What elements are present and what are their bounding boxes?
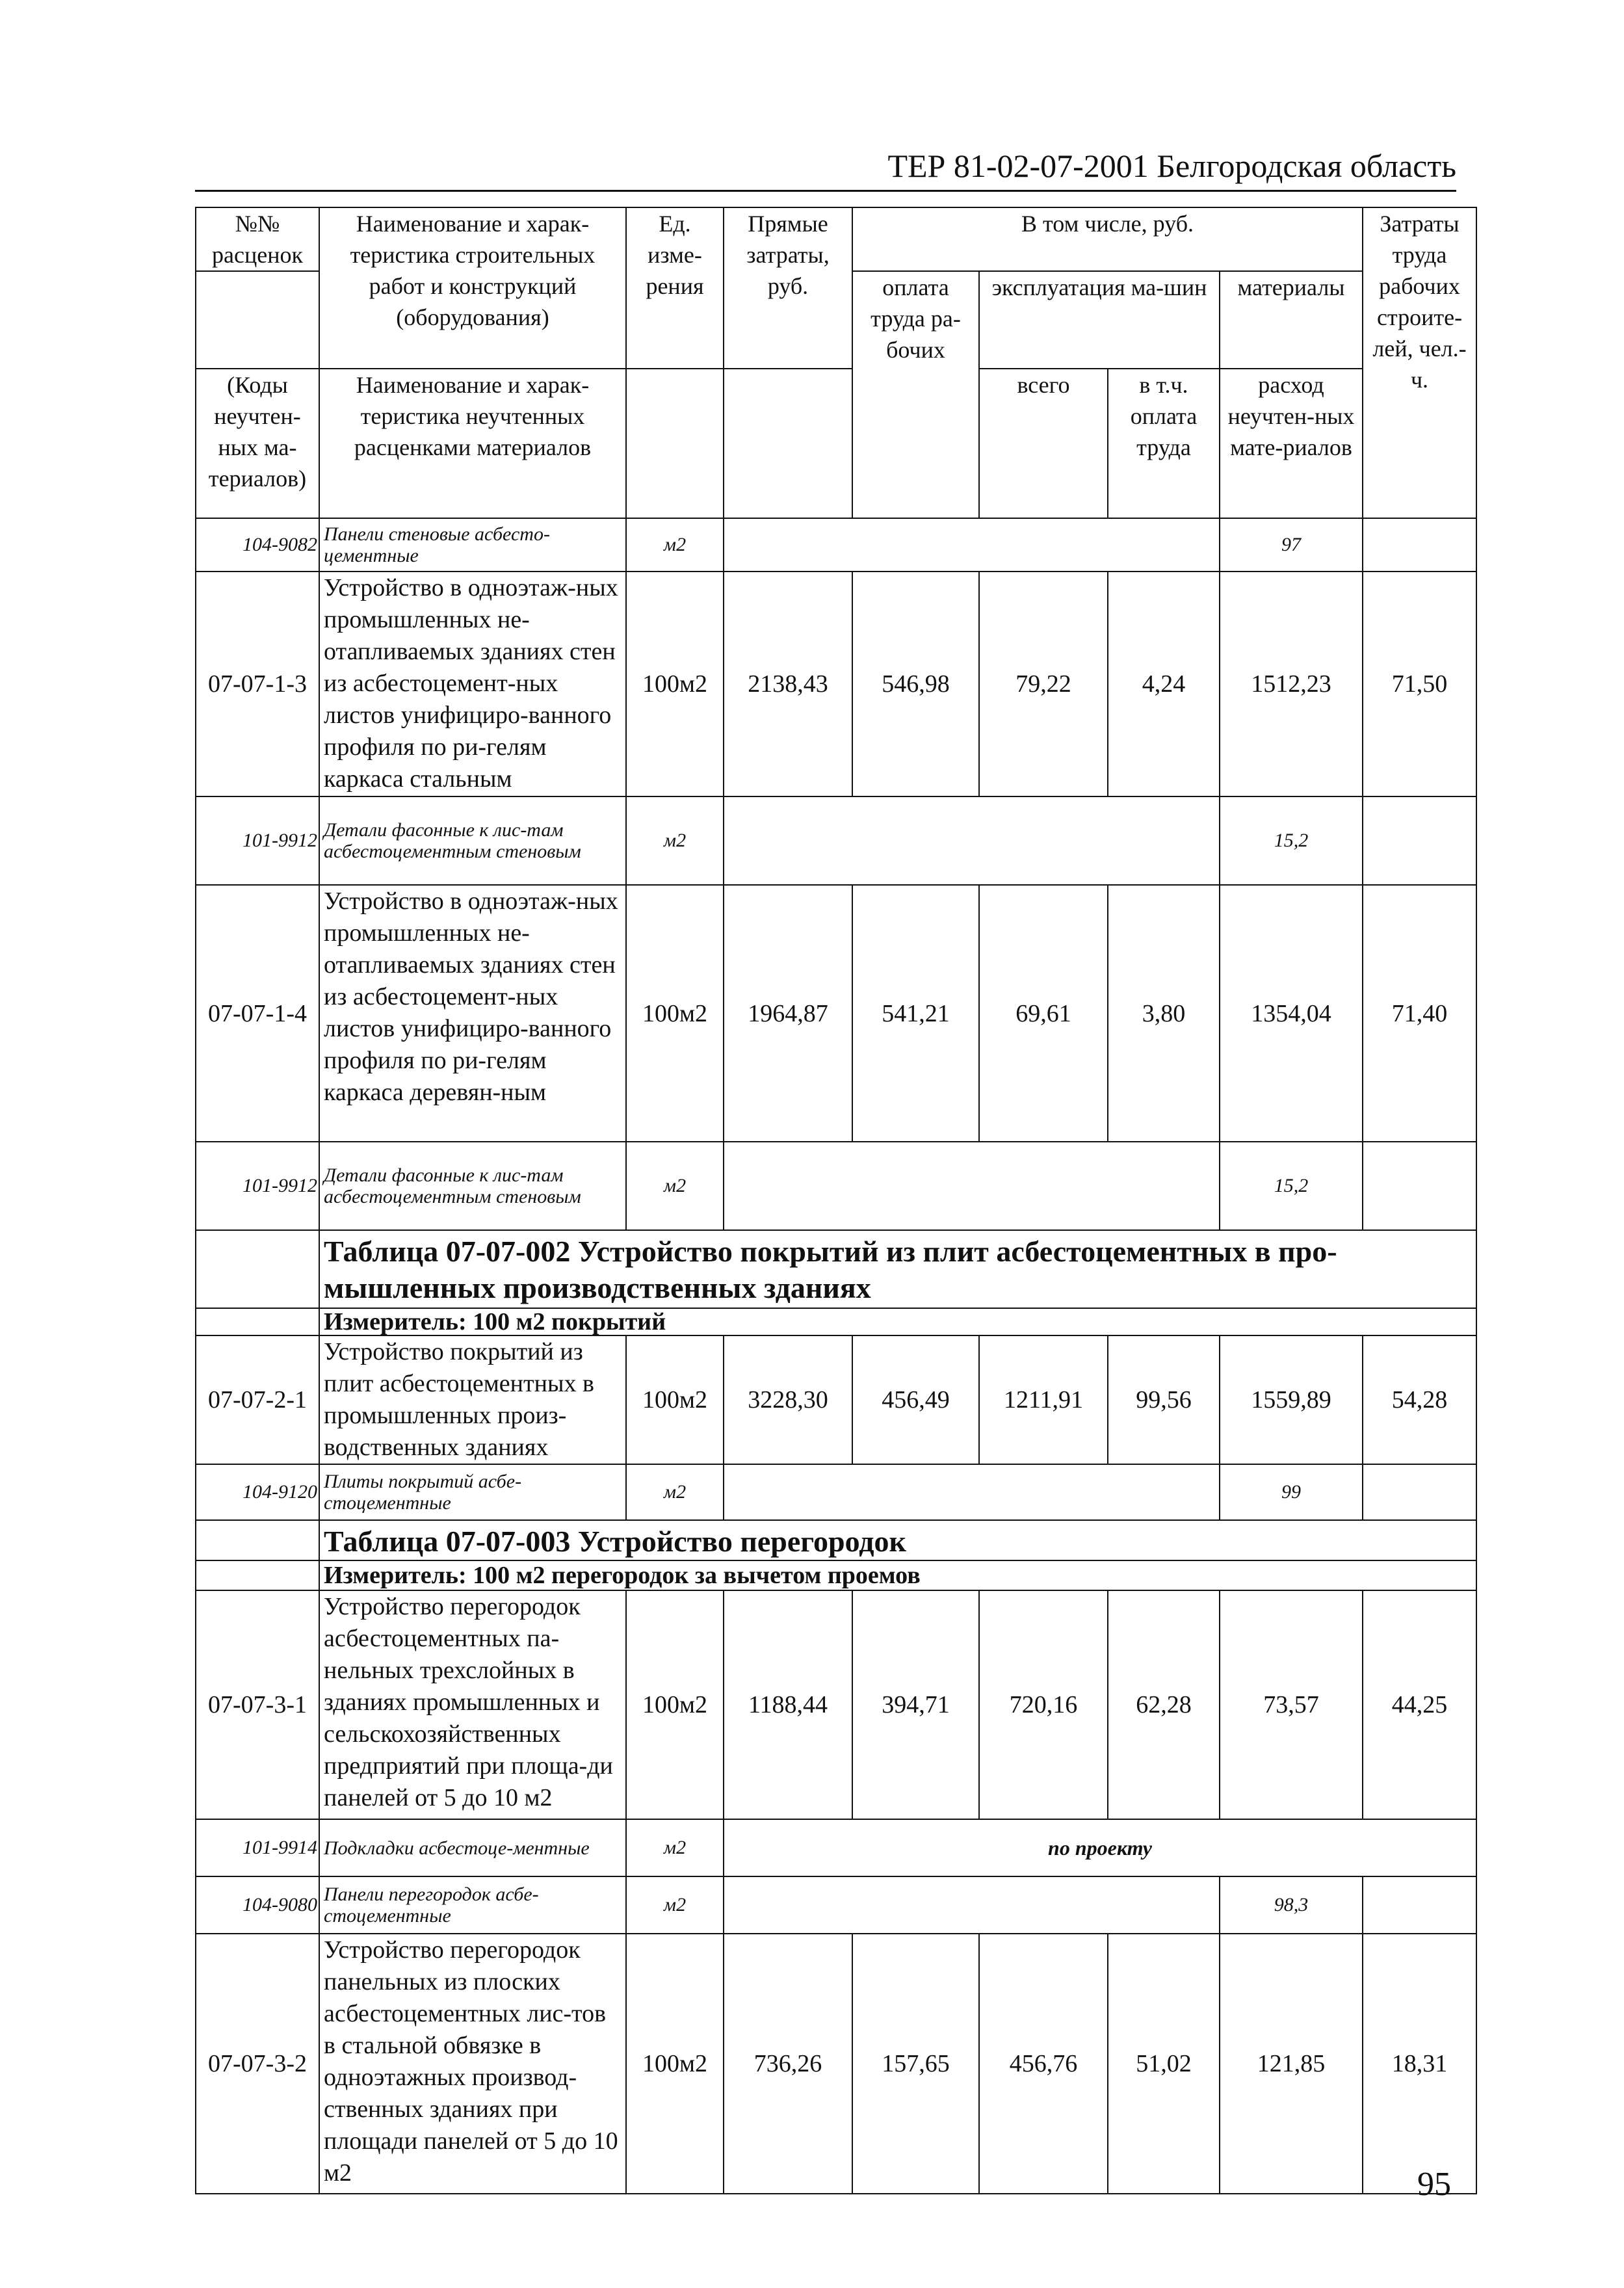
machines-cost: 69,61	[979, 885, 1108, 1142]
empty-cell	[196, 1560, 319, 1590]
empty-cell	[1363, 796, 1476, 885]
material-name: Панели перегородок асбе-стоцементные	[319, 1876, 626, 1934]
labor-cost: 71,50	[1363, 572, 1476, 796]
work-description: Устройство покрытий из плит асбестоцементных в промышленных произ-водственных зданиях	[319, 1335, 626, 1464]
material-qty: 15,2	[1220, 796, 1363, 885]
machines-cost: 720,16	[979, 1590, 1108, 1819]
col-header-unit-cont	[626, 369, 724, 518]
table-row	[196, 1934, 1476, 2194]
col-header-materials: материалы	[1220, 271, 1363, 369]
direct-cost: 2138,43	[724, 572, 852, 796]
material-qty: 97	[1220, 518, 1363, 572]
empty-cell	[724, 796, 1220, 885]
unit-cell: м2	[626, 518, 724, 572]
unit-cell: м2	[626, 1876, 724, 1934]
labor-cost: 18,31	[1363, 1934, 1476, 2194]
labor-cost: 71,40	[1363, 885, 1476, 1142]
unit-cell: 100м2	[626, 572, 724, 796]
material-code: 101-9912	[196, 796, 319, 885]
wages-cost: 456,49	[852, 1335, 979, 1464]
empty-cell	[1363, 1464, 1476, 1520]
unit-cell: м2	[626, 1819, 724, 1876]
col-header-labor: Затраты труда рабочих строите-лей, чел.-ч.	[1363, 207, 1476, 518]
rate-code: 07-07-3-1	[196, 1590, 319, 1819]
col-header-code: №№ расценок	[196, 207, 319, 271]
material-name: Детали фасонные к лис-там асбестоцементным стеновым	[319, 796, 626, 885]
empty-cell	[724, 1464, 1220, 1520]
direct-cost: 3228,30	[724, 1335, 852, 1464]
col-header-code-cont	[196, 271, 319, 369]
machines-wages-cost: 4,24	[1108, 572, 1220, 796]
labor-cost: 44,25	[1363, 1590, 1476, 1819]
labor-cost: 54,28	[1363, 1335, 1476, 1464]
material-name: Детали фасонные к лис-там асбестоцементным стеновым	[319, 1142, 626, 1230]
col-header-incl: В том числе, руб.	[852, 207, 1363, 271]
empty-cell	[724, 518, 1220, 572]
materials-cost: 121,85	[1220, 1934, 1363, 2194]
page-header-title: ТЕР 81-02-07-2001 Белгородская область	[887, 148, 1456, 184]
col-header-code-sub: (Коды неучтен-ных ма-териалов)	[196, 369, 319, 518]
unit-cell: 100м2	[626, 1934, 724, 2194]
table-row	[196, 1819, 1476, 1876]
material-qty: 15,2	[1220, 1142, 1363, 1230]
section-title: Таблица 07-07-002 Устройство покрытий из плит асбестоцементных в про-мышленных производственных зданиях	[319, 1230, 1476, 1308]
unit-cell: 100м2	[626, 1590, 724, 1819]
material-code: 104-9080	[196, 1876, 319, 1934]
table-row	[196, 1230, 1476, 1308]
table-row	[196, 1308, 1476, 1335]
section-measure: Измеритель: 100 м2 перегородок за вычетом проемов	[319, 1560, 1476, 1590]
section-measure: Измеритель: 100 м2 покрытий	[319, 1308, 1476, 1335]
direct-cost: 1188,44	[724, 1590, 852, 1819]
table-row	[196, 1335, 1476, 1464]
page-header	[195, 144, 1456, 192]
per-project-note: по проекту	[724, 1819, 1476, 1876]
empty-cell	[724, 1142, 1220, 1230]
unit-cell: 100м2	[626, 885, 724, 1142]
machines-cost: 1211,91	[979, 1335, 1108, 1464]
machines-cost: 79,22	[979, 572, 1108, 796]
unit-cell: м2	[626, 796, 724, 885]
machines-wages-cost: 3,80	[1108, 885, 1220, 1142]
col-header-machines: эксплуатация ма-шин	[979, 271, 1220, 369]
material-name: Плиты покрытий асбе-стоцементные	[319, 1464, 626, 1520]
wages-cost: 394,71	[852, 1590, 979, 1819]
unit-cell: 100м2	[626, 1335, 724, 1464]
material-name: Подкладки асбестоце-ментные	[319, 1819, 626, 1876]
machines-wages-cost: 62,28	[1108, 1590, 1220, 1819]
unit-cell: м2	[626, 1142, 724, 1230]
table-row	[196, 1464, 1476, 1520]
material-code: 104-9082	[196, 518, 319, 572]
material-code: 101-9912	[196, 1142, 319, 1230]
page-number: 95	[1417, 2166, 1451, 2203]
work-description: Устройство перегородок панельных из плоских асбестоцементных лис-тов в стальной обвязке в одноэтажных производ-ственных зданиях при площади панелей от 5 до 10 м2	[319, 1934, 626, 2194]
col-header-machines-wages: в т.ч. оплата труда	[1108, 369, 1220, 518]
materials-cost: 1512,23	[1220, 572, 1363, 796]
col-header-machines-total: всего	[979, 369, 1108, 518]
material-code: 101-9914	[196, 1819, 319, 1876]
direct-cost: 1964,87	[724, 885, 852, 1142]
wages-cost: 541,21	[852, 885, 979, 1142]
empty-cell	[1363, 518, 1476, 572]
direct-cost: 736,26	[724, 1934, 852, 2194]
col-header-wages: оплата труда ра-бочих	[852, 271, 979, 518]
table-row	[196, 572, 1476, 796]
rate-code: 07-07-2-1	[196, 1335, 319, 1464]
materials-cost: 1559,89	[1220, 1335, 1363, 1464]
wages-cost: 546,98	[852, 572, 979, 796]
rate-code: 07-07-3-2	[196, 1934, 319, 2194]
col-header-materials-sub: расход неучтен-ных мате-риалов	[1220, 369, 1363, 518]
col-header-direct: Прямые затраты, руб.	[724, 207, 852, 369]
col-header-direct-cont	[724, 369, 852, 518]
table-row	[196, 1142, 1476, 1230]
table-row	[196, 518, 1476, 572]
wages-cost: 157,65	[852, 1934, 979, 2194]
empty-cell	[196, 1308, 319, 1335]
table-row	[196, 1560, 1476, 1590]
table-row	[196, 1590, 1476, 1819]
empty-cell	[724, 1876, 1220, 1934]
section-title: Таблица 07-07-003 Устройство перегородок	[319, 1520, 1476, 1560]
table-row	[196, 1876, 1476, 1934]
table-row	[196, 1520, 1476, 1560]
material-code: 104-9120	[196, 1464, 319, 1520]
empty-cell	[196, 1520, 319, 1560]
table-row	[196, 796, 1476, 885]
machines-cost: 456,76	[979, 1934, 1108, 2194]
col-header-name: Наименование и харак-теристика строительных работ и конструкций (оборудования)	[319, 207, 626, 369]
rates-table	[195, 207, 1477, 2194]
material-name: Панели стеновые асбесто-цементные	[319, 518, 626, 572]
machines-wages-cost: 51,02	[1108, 1934, 1220, 2194]
materials-cost: 1354,04	[1220, 885, 1363, 1142]
material-qty: 98,3	[1220, 1876, 1363, 1934]
material-qty: 99	[1220, 1464, 1363, 1520]
materials-cost: 73,57	[1220, 1590, 1363, 1819]
empty-cell	[1363, 1876, 1476, 1934]
empty-cell	[196, 1230, 319, 1308]
col-header-name-sub: Наименование и харак-теристика неучтенных расценками материалов	[319, 369, 626, 518]
col-header-unit: Ед. изме-рения	[626, 207, 724, 369]
unit-cell: м2	[626, 1464, 724, 1520]
work-description: Устройство в одноэтаж-ных промышленных не-отапливаемых зданиях стен из асбестоцемент-ных листов унифициро-ванного профиля по ри-гелям каркаса стальным	[319, 572, 626, 796]
rate-code: 07-07-1-3	[196, 572, 319, 796]
table-row	[196, 885, 1476, 1142]
work-description: Устройство перегородок асбестоцементных па-нельных трехслойных в зданиях промышленных и сельскохозяйственных предприятий при площа-ди панелей от 5 до 10 м2	[319, 1590, 626, 1819]
rate-code: 07-07-1-4	[196, 885, 319, 1142]
empty-cell	[1363, 1142, 1476, 1230]
work-description: Устройство в одноэтаж-ных промышленных не-отапливаемых зданиях стен из асбестоцемент-ных листов унифициро-ванного профиля по ри-гелям каркаса деревян-ным	[319, 885, 626, 1142]
machines-wages-cost: 99,56	[1108, 1335, 1220, 1464]
